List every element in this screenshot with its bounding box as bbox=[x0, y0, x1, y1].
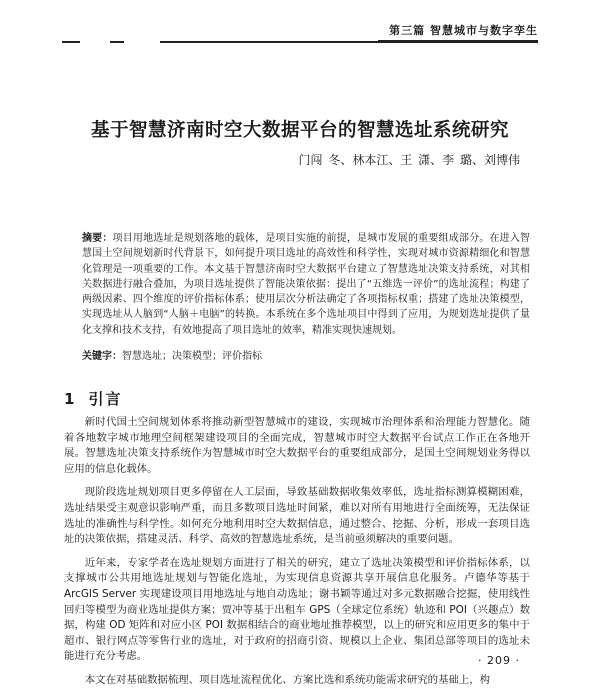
keywords-label: 关键字： bbox=[82, 351, 122, 362]
author-list: 门闯 冬、林本江、王 潇、李 璐、刘博伟 bbox=[298, 153, 520, 167]
abstract bbox=[82, 231, 530, 338]
article-title: 基于智慧济南时空大数据平台的智慧选址系统研究 bbox=[90, 120, 509, 141]
paragraph: 现阶段选址规划项目更多停留在人工层面，导致基础数据收集效率低，选址指标测算模糊困难，选址结果受主观意识影响严重，而且多数项目选址时间紧，难以对所有用地进行全面统筹，无法保证选址的准确性与科学性。如何充分地利用时空大数据信息，通过整合、挖掘、分析，形成一套项目选址的决策依据，搭建灵活、科学、高效的智慧选址系统，是当前亟须解决的重要问题。 bbox=[64, 486, 530, 546]
paragraph: 新时代国土空间规划体系将推动新型智慧城市的建设，实现城市治理体系和治理能力智慧化。随着各地数字城市地理空间框架建设项目的全面完成，智慧城市时空大数据平台试点工作正在各地开展。智慧选址决策支持系统作为智慧城市时空大数据平台的重要组成部分，是国土空间规划业务得以应用的信息化载体。 bbox=[64, 416, 530, 475]
abstract-text: 项目用地选址是规划落地的载体，是项目实施的前提，是城市发展的重要组成部分。在进入智慧国土空间规划新时代背景下，如何提升项目选址的高效性和科学性，实现对城市资源精细化和智慧化管理是一项重要的工作。本文基于智慧济南时空大数据平台建立了智慧选址决策支持系统，对其相关数据进行融合叠加，为项目选址提供了智能决策依据：提出了“五维选一评价”的选址流程；构建了两级因素、四个维度的评价指标体系；使用层次分析法确定了各项指标权重；搭建了选址决策模型，实现选址从人脑到“人脑＋电脑”的转换。本系统在多个选址项目中得到了应用，为规划选址提供了量化支撑和技术支持，有效地提高了项目选址的效率，精准实现快速规划。 bbox=[82, 233, 531, 336]
section-heading bbox=[64, 388, 122, 409]
paragraph: 本文在对基础数据梳理、项目选址流程优化、方案比选和系统功能需求研究的基础上，构 bbox=[84, 673, 491, 686]
header-rule-dash-2 bbox=[110, 41, 124, 43]
body-text bbox=[64, 415, 530, 697]
header-rule-dash-1 bbox=[62, 41, 80, 43]
section-title: 引言 bbox=[88, 390, 123, 408]
abstract-label: 摘要： bbox=[82, 233, 113, 244]
keywords bbox=[82, 350, 530, 364]
keywords-text: 智慧选址；决策模型；评价指标 bbox=[122, 351, 262, 362]
page-number: · 209 · bbox=[478, 654, 520, 667]
paragraph: 近年来，专家学者在选址规划方面进行了相关的研究，建立了选址决策模型和评价指标体系，以支撑城市公共用地选址规划与智能化选址，为实现信息资源共享开展信息化服务。卢德华等基于 ArcGIS Server 实现建设项目用地选址与地自动选址；谢书颖等通过对多元数据融合挖掘，使用线性回归等模型为商业选址提供方案；贾冲等基于出租车 GPS（全球定位系统）轨迹和 POI（兴趣点）数据，构建 OD 矩阵和对应小区 POI 数据相结合的商业地址推荐模型，以上的研究和应用更多的集中于超市、银行网点等零售行业的选址，对于政府的招商引资、规模以上企业、集团总部等项目的选址未能进行充分考虑。 bbox=[64, 556, 530, 663]
header-rule-thick bbox=[378, 40, 538, 43]
header-rule-dash-3 bbox=[160, 41, 378, 43]
running-header: 第三篇 智慧城市与数字孪生 bbox=[389, 24, 538, 37]
section-number: 1 bbox=[64, 390, 77, 408]
